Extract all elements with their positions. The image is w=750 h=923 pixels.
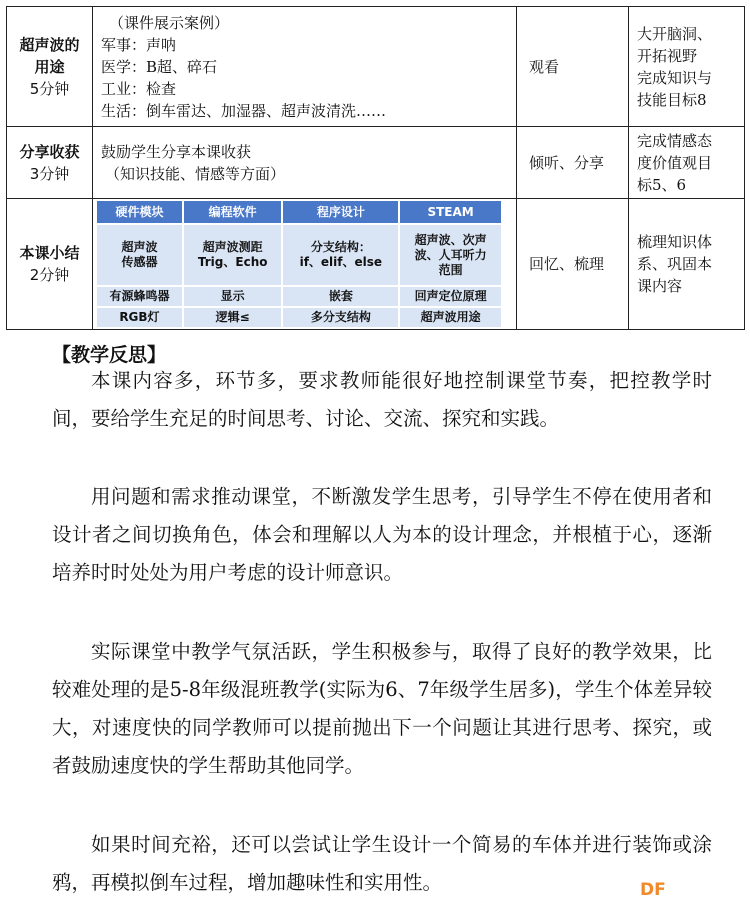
stage-cell: 超声波的 用途 5分钟 [7,7,93,127]
summary-cell-item: 超声波、次声 波、人耳听力 范围 [400,225,501,285]
student-activity-cell: 观看 [517,7,629,127]
summary-header: 硬件模块 [97,201,182,223]
summary-cell [93,199,517,330]
table-row [7,7,745,127]
lesson-plan-table [6,6,745,330]
summary-cell-item: 显示 [184,287,282,306]
goal-cell: 完成情感态 度价值观目 标5、6 [629,127,745,199]
goal-cell: 大开脑洞、 开拓视野 完成知识与 技能目标8 [629,7,745,127]
summary-header: 程序设计 [283,201,398,223]
summary-cell-item: 分支结构： if、elif、else [283,225,398,285]
summary-cell-item: 有源蜂鸣器 [97,287,182,306]
goal-cell: 梳理知识体 系、巩固本 课内容 [629,199,745,330]
student-activity-cell: 回忆、梳理 [517,199,629,330]
summary-header: 编程软件 [184,201,282,223]
section-title: 【教学反思】 [52,344,167,366]
paragraph: 用问题和需求推动课堂，不断激发学生思考，引导学生不停在使用者和设计者之间切换角色，体会和理解以人为本的设计理念，并根植于心，逐渐培养时时处处为用户考虑的设计师意识。 [52,485,712,584]
summary-cell-item: 超声波 传感器 [97,225,182,285]
summary-cell-item: 回声定位原理 [400,287,501,306]
paragraph: 如果时间充裕，还可以尝试让学生设计一个简易的车体并进行装饰或涂鸦，再模拟倒车过程，增加趣味性和实用性。 [52,833,712,894]
summary-cell-item: RGB灯 [97,308,182,327]
stage-cell: 本课小结 2分钟 [7,199,93,330]
summary-grid [95,199,503,329]
paragraph: 本课内容多，环节多，要求教师能很好地控制课堂节奏，把控教学时间，要给学生充足的时间思考、讨论、交流、探究和实践。 [52,369,712,430]
stage-cell: 分享收获 3分钟 [7,127,93,199]
paragraph: 实际课堂中教学气氛活跃，学生积极参与，取得了良好的教学效果，比较难处理的是5-8年级混班教学(实际为6、7年级学生居多)，学生个体差异较大，对速度快的同学教师可以提前抛出下一个问题让其进行思考、探究，或者鼓励速度快的学生帮助其他同学。 [52,640,712,777]
table-row [7,199,745,330]
content-cell: （课件展示案例） 军事：声呐 医学：B超、碎石 工业：检查 生活：倒车雷达、加湿器、超声波清洗…… [93,7,517,127]
summary-cell-item: 多分支结构 [283,308,398,327]
summary-cell-item: 超声波测距 Trig、Echo [184,225,282,285]
content-cell: 鼓励学生分享本课收获 （知识技能、情感等方面） [93,127,517,199]
summary-header: STEAM [400,201,501,223]
watermark-logo: DF [640,880,666,900]
summary-cell-item: 超声波用途 [400,308,501,327]
student-activity-cell: 倾听、分享 [517,127,629,199]
table-row [7,127,745,199]
summary-cell-item: 嵌套 [283,287,398,306]
summary-cell-item: 逻辑≤ [184,308,282,327]
